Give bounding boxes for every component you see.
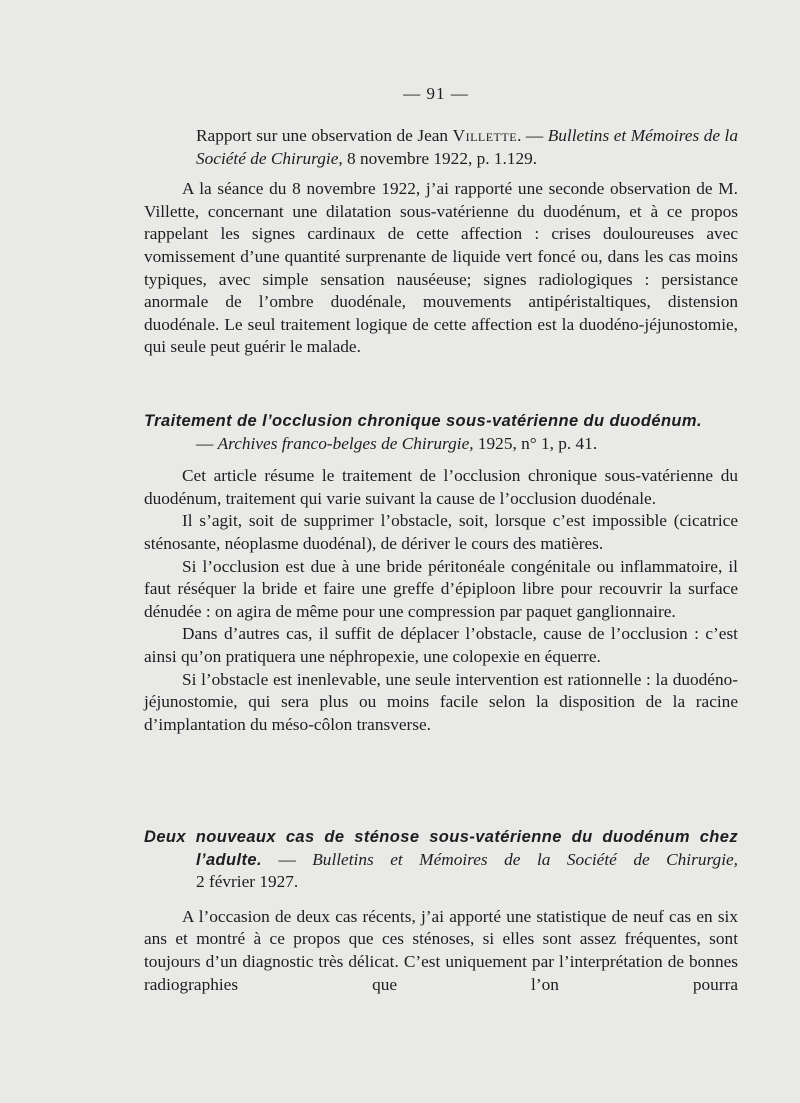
journal-title: Archives franco-belges de Chirurgie, bbox=[217, 433, 474, 453]
reference-date: 2 février 1927. bbox=[196, 872, 299, 892]
article-title: Traitement de l’occlusion chronique sous-vatérienne du duodénum. bbox=[144, 412, 702, 430]
paragraph: Si l’obstacle est inenlevable, une seule intervention est rationnelle : la duodéno-jéjunostomie, qui sera plus ou moins facile selon la disposition de la racine d’implantation du méso-côlon transverse. bbox=[144, 669, 738, 734]
paragraph: Si l’occlusion est due à une bride péritonéale congénitale ou inflammatoire, il faut réséquer la bride et faire une greffe d’épiploon libre pour recouvrir la surface dénudée : on agira de même pour une compression par paquet ganglionnaire. bbox=[144, 556, 738, 621]
journal-title: Bulletins et Mémoires de la Société de Chirurgie, bbox=[196, 126, 738, 168]
paragraph: Cet article résume le traitement de l’occlusion chronique sous-vatérienne du duodénum, traitement qui varie suivant la cause de l’occlusion duodénale. bbox=[144, 466, 738, 508]
section-occlusion-treatment bbox=[144, 410, 738, 736]
section-two-new-cases bbox=[144, 826, 738, 996]
reference-villette: Rapport sur une observation de Jean Villette. — Bulletins et Mémoires de la Société de Chirurgie, 8 novembre 1922, p. 1.129. bbox=[196, 126, 738, 168]
journal-title: Bulletins et Mémoires de la Société de Chirurgie, bbox=[312, 849, 738, 869]
author-name: Villette bbox=[452, 126, 518, 145]
reference-archives: — Archives franco-belges de Chirurgie, 1925, n° 1, p. 41. bbox=[196, 433, 598, 453]
paragraph: Dans d’autres cas, il suffit de déplacer l’obstacle, cause de l’occlusion : c’est ainsi qu’on pratiquera une néphropexie, une colopexie en équerre. bbox=[144, 624, 738, 666]
paragraph: Il s’agit, soit de supprimer l’obstacle, soit, lorsque c’est impossible (cicatrice sténosante, néoplasme duodénal), de dériver le cours des matières. bbox=[144, 511, 738, 553]
reference-bulletins: l’adulte. — Bulletins et Mémoires de la Société de Chirurgie, bbox=[196, 849, 738, 869]
page-number: — 91 — bbox=[403, 84, 469, 103]
article-title: Deux nouveaux cas de sténose sous-vatérienne du duodénum chez bbox=[144, 828, 738, 846]
section-villette-report bbox=[144, 125, 738, 359]
paragraph: A la séance du 8 novembre 1922, j’ai rapporté une seconde observation de M. Villette, concernant une dilatation sous-vatérienne du duodénum, et à ce propos rappelant les signes cardinaux de cette affection : crises douloureuses avec vomissement d’une quantité surprenante de liquide vert foncé ou, dans les cas moins typiques, avec simple sensation nauséeuse; signes radiologiques : persistance anormale de l’ombre duodénale, mouvements antipéristaltiques, distension duodénale. Le seul traitement logique de cette affection est la duodéno-jéjunostomie, qui seule peut guérir le malade. bbox=[144, 179, 738, 357]
paragraph: A l’occasion de deux cas récents, j’ai apporté une statistique de neuf cas en six ans et montré à ce propos que ces sténoses, si elles sont assez fréquentes, sont toujours d’un diagnostic très délicat. C’est uniquement par l’interprétation de bonnes radiographies que l’on pourra bbox=[144, 906, 738, 994]
